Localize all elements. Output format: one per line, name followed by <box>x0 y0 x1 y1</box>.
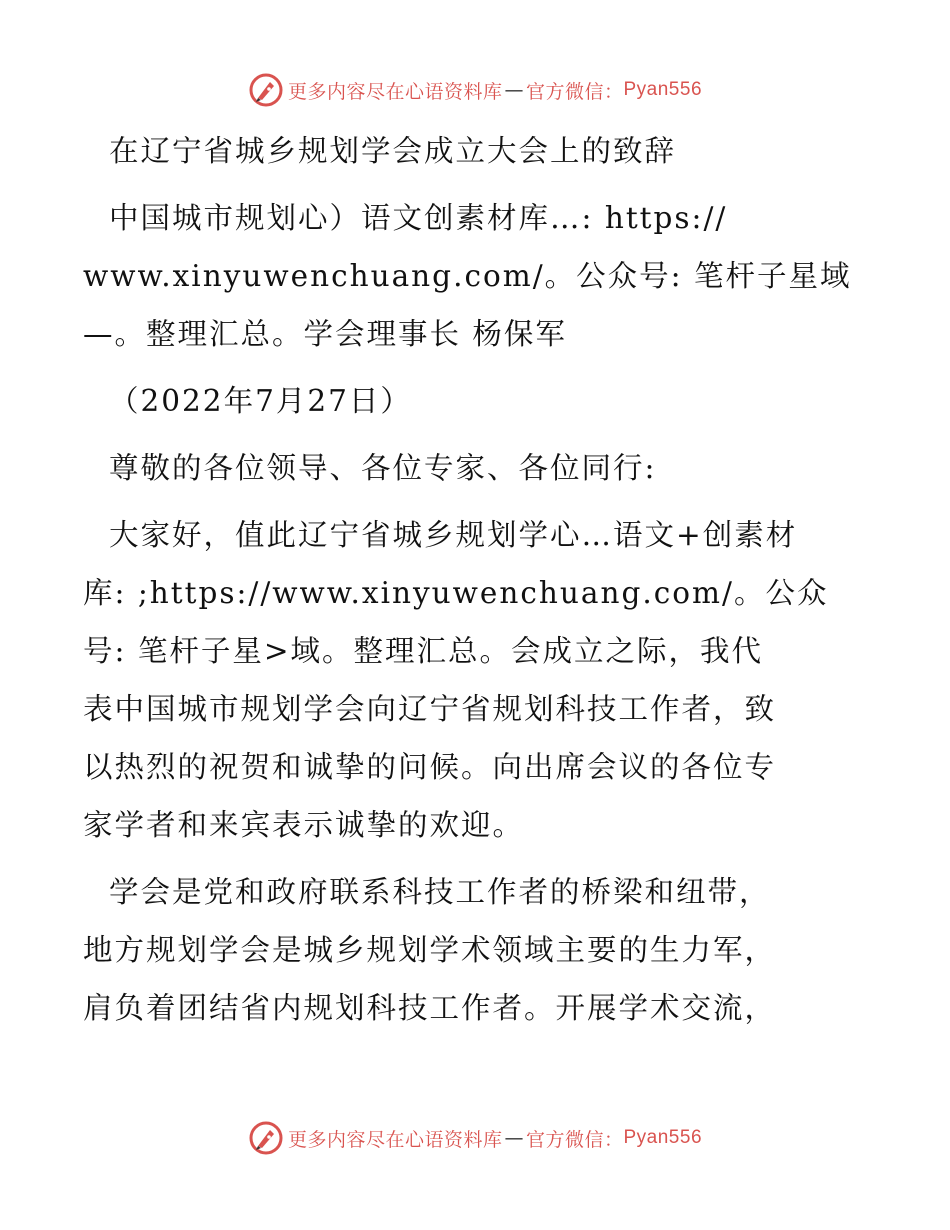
paragraph-line: 大家好，值此辽宁省城乡规划学心…语文+创素材 <box>109 518 798 552</box>
intro-line: —。整理汇总。学会理事长 杨保军 <box>83 317 567 351</box>
banner-separator: — <box>504 1127 524 1149</box>
banner-brand-text: 更多内容尽在心语资料库 <box>287 1128 503 1151</box>
paragraph-line: 表中国城市规划学会向辽宁省规划科技工作者，致 <box>83 692 777 726</box>
paragraph-line: 学会是党和政府联系科技工作者的桥梁和纽带， <box>109 875 771 909</box>
banner-wechat-account: Pyan556 <box>623 1127 703 1148</box>
banner-wechat-label: 官方微信： <box>525 1128 624 1151</box>
footer-watermark-banner <box>0 1118 950 1158</box>
body-paragraph-1 <box>83 506 866 854</box>
banner-wechat-account: Pyan556 <box>623 79 703 100</box>
paragraph-line: 号: 笔杆子星>域。整理汇总。会成立之际，我代 <box>83 634 764 668</box>
paragraph-line: 家学者和来宾表示诚挚的欢迎。 <box>83 808 525 842</box>
paragraph-line: 库: ;https://www.xinyuwenchuang.com/。公众 <box>83 576 829 610</box>
salutation: 尊敬的各位领导、各位专家、各位同行: <box>109 451 657 485</box>
pen-nib-logo-icon <box>248 72 284 108</box>
intro-paragraph <box>83 189 866 363</box>
pen-nib-logo-icon <box>248 1120 284 1156</box>
paragraph-line: 肩负着团结省内规划科技工作者。开展学术交流， <box>83 991 777 1025</box>
banner-separator: — <box>504 79 524 101</box>
banner-wechat-label: 官方微信： <box>525 80 624 103</box>
paragraph-line: 地方规划学会是城乡规划学术领域主要的生力军， <box>83 933 777 967</box>
document-title: 在辽宁省城乡规划学会成立大会上的致辞 <box>109 134 677 168</box>
date-line: （2022年7月27日） <box>109 384 412 418</box>
intro-line: 中国城市规划心）语文创素材库…: https:// <box>109 201 728 235</box>
header-watermark-banner <box>0 70 950 110</box>
body-paragraph-2 <box>83 863 866 1037</box>
banner-brand-text: 更多内容尽在心语资料库 <box>287 80 503 103</box>
intro-line: www.xinyuwenchuang.com/。公众号: 笔杆子星域 <box>83 259 852 293</box>
paragraph-line: 以热烈的祝贺和诚挚的问候。向出席会议的各位专 <box>83 750 777 784</box>
document-body <box>83 122 866 1046</box>
